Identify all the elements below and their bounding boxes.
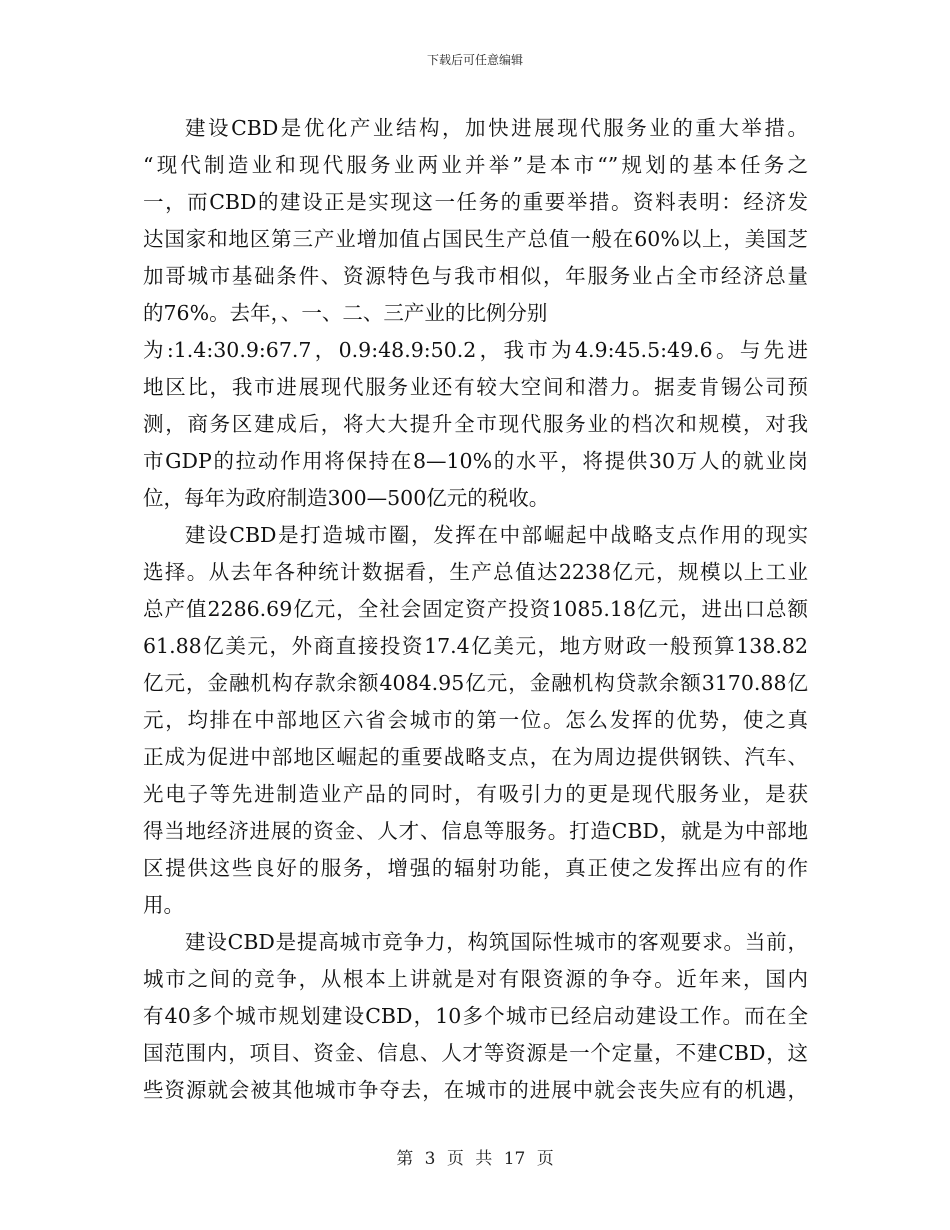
text-line: 国范围内，项目、资金、信息、人才等资源是一个定量，不建CBD，这 (143, 1041, 808, 1065)
text-line: 一，而CBD的建设正是实现这一任务的重要举措。资料表明：经济发 (143, 190, 808, 214)
text-line: 61.88亿美元，外商直接投资17.4亿美元，地方财政一般预算138.82 (143, 634, 808, 658)
text-line: 达国家和地区第三产业增加值占国民生产总值一般在60%以上，美国芝 (143, 227, 808, 251)
paragraph (143, 517, 808, 924)
text-line: 的76%。去年，、一、二、三产业的比例分别 (143, 301, 548, 325)
text-line: 总产值2286.69亿元，全社会固定资产投资1085.18亿元，进出口总额 (143, 597, 808, 621)
text-line: 测，商务区建成后，将大大提升全市现代服务业的档次和规模，对我 (143, 412, 808, 436)
text-line: 正成为促进中部地区崛起的重要战略支点，在为周边提供钢铁、汽车、 (143, 745, 808, 769)
text-line: 为:1.4:30.9:67.7，0.9:48.9:50.2，我市为4.9:45.5:49.6。与先进 (143, 338, 808, 362)
text-line: 城市之间的竞争，从根本上讲就是对有限资源的争夺。近年来，国内 (143, 967, 808, 991)
text-line: 建设CBD是提高城市竞争力，构筑国际性城市的客观要求。当前， (185, 930, 808, 954)
document-body (143, 110, 808, 1109)
text-line: 建设CBD是优化产业结构，加快进展现代服务业的重大举措。 (185, 116, 808, 140)
text-line: “现代制造业和现代服务业两业并举”是本市“”规划的基本任务之 (143, 153, 808, 177)
text-line: 区提供这些良好的服务，增强的辐射功能，真正使之发挥出应有的作 (143, 856, 808, 880)
text-line: 元，均排在中部地区六省会城市的第一位。怎么发挥的优势，使之真 (143, 708, 808, 732)
paragraph (143, 110, 808, 517)
paragraph (143, 924, 808, 1109)
text-line: 有40多个城市规划建设CBD，10多个城市已经启动建设工作。而在全 (143, 1004, 808, 1028)
page-header: 下载后可任意编辑 (426, 53, 523, 67)
text-line: 光电子等先进制造业产品的同时，有吸引力的更是现代服务业，是获 (143, 782, 808, 806)
text-line: 用。 (143, 893, 184, 917)
text-line: 选择。从去年各种统计数据看，生产总值达2238亿元，规模以上工业 (143, 560, 808, 584)
text-line: 位，每年为政府制造300—500亿元的税收。 (143, 486, 550, 510)
text-line: 市GDP的拉动作用将保持在8—10%的水平，将提供30万人的就业岗 (143, 449, 808, 473)
text-line: 亿元，金融机构存款余额4084.95亿元，金融机构贷款余额3170.88亿 (143, 671, 808, 695)
text-line: 些资源就会被其他城市争夺去，在城市的进展中就会丧失应有的机遇， (143, 1078, 808, 1102)
text-line: 加哥城市基础条件、资源特色与我市相似，年服务业占全市经济总量 (143, 264, 808, 288)
text-line: 建设CBD是打造城市圈，发挥在中部崛起中战略支点作用的现实 (185, 523, 808, 547)
text-line: 地区比，我市进展现代服务业还有较大空间和潜力。据麦肯锡公司预 (143, 375, 808, 399)
page-number-footer: 第 3 页 共 17 页 (396, 1149, 554, 1169)
text-line: 得当地经济进展的资金、人才、信息等服务。打造CBD，就是为中部地 (143, 819, 808, 843)
